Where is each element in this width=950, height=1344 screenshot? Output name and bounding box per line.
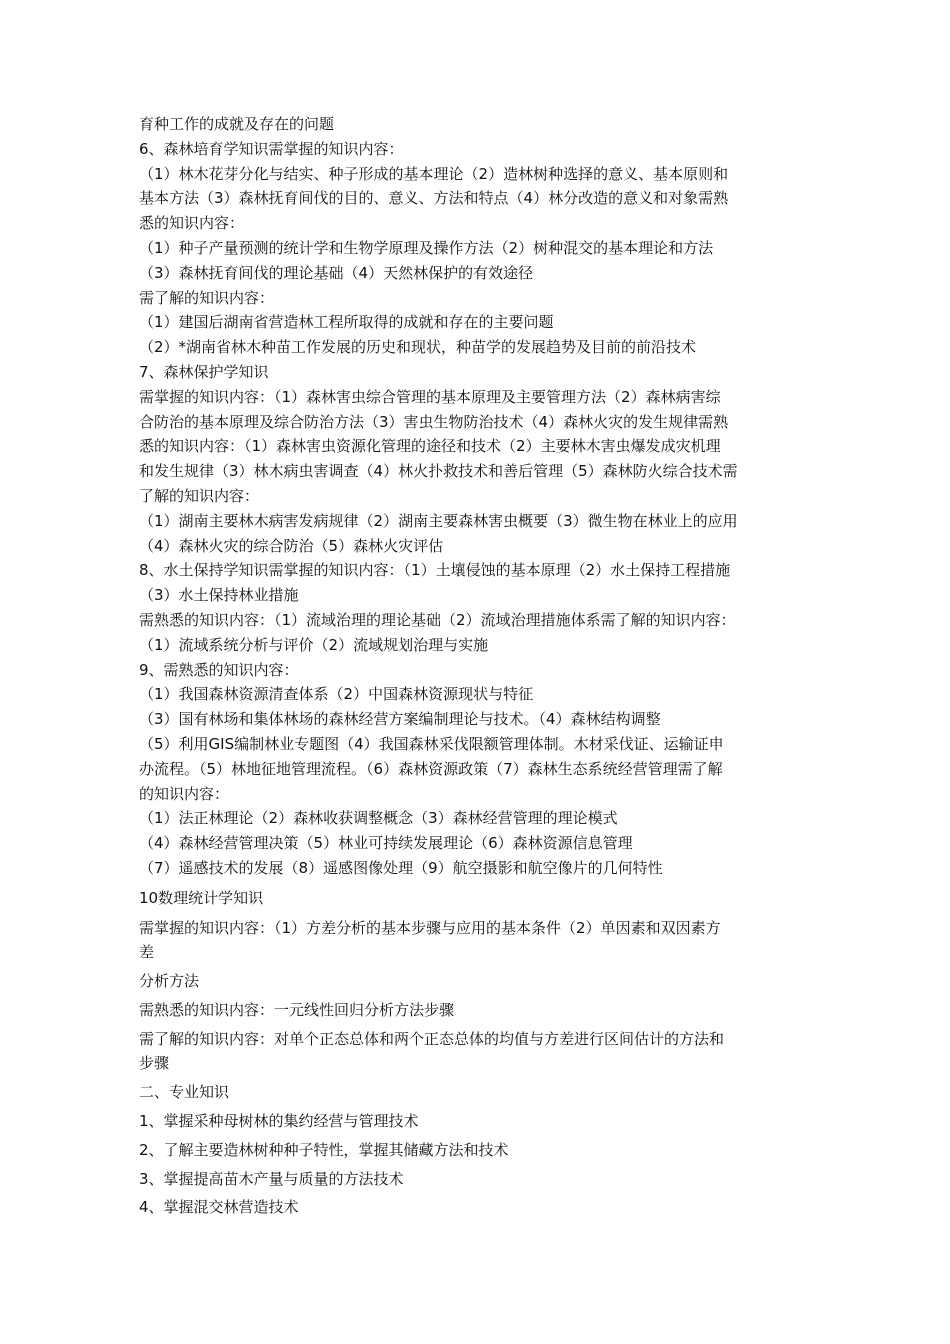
text-line: （4）森林火灾的综合防治（5）森林火灾评估 — [139, 536, 444, 555]
text-line: 需了解的知识内容：对单个正态总体和两个正态总体的均值与方差进行区间估计的方法和 — [139, 1029, 725, 1048]
text-line: （3）水土保持林业措施 — [139, 586, 299, 605]
text-line: （1）我国森林资源清查体系（2）中国森林资源现状与特征 — [139, 685, 534, 704]
section-heading-professional: 二、专业知识 — [139, 1083, 230, 1102]
text-line: （1）湖南主要林木病害发病规律（2）湖南主要森林害虫概要（3）微生物在林业上的应用 — [139, 511, 738, 530]
text-line: 分析方法 — [139, 972, 200, 991]
section-heading-8: 8、水土保持学知识需掌握的知识内容：（1）土壤侵蚀的基本原理（2）水土保持工程措施 — [139, 561, 731, 580]
list-item: 2、了解主要造林树种种子特性，掌握其储藏方法和技术 — [139, 1140, 509, 1159]
section-heading-7: 7、森林保护学知识 — [139, 362, 269, 381]
text-line: （1）法正林理论（2）森林收获调整概念（3）森林经营管理的理论模式 — [139, 809, 618, 828]
text-line: （1）种子产量预测的统计学和生物学原理及操作方法（2）树种混交的基本理论和方法 — [139, 238, 714, 257]
text-line: 悉的知识内容： — [139, 214, 245, 233]
text-line: 了解的知识内容： — [139, 486, 260, 505]
text-line: 合防治的基本原理及综合防治方法（3）害虫生物防治技术（4）森林火灾的发生规律需熟 — [139, 412, 729, 431]
text-line: （1）流域系统分析与评价（2）流域规划治理与实施 — [139, 635, 489, 654]
list-item: 4、掌握混交林营造技术 — [139, 1198, 299, 1217]
text-line: 需掌握的知识内容：（1）方差分析的基本步骤与应用的基本条件（2）单因素和双因素方 — [139, 918, 721, 937]
text-line: 悉的知识内容：（1）森林害虫资源化管理的途径和技术（2）主要林木害虫爆发成灾机理 — [139, 437, 721, 456]
text-line: （3）国有林场和集体林场的森林经营方案编制理论与技术。（4）森林结构调整 — [139, 710, 661, 729]
text-line: 需熟悉的知识内容：一元线性回归分析方法步骤 — [139, 1000, 455, 1019]
section-heading-9: 9、需熟悉的知识内容： — [139, 660, 299, 679]
text-line: 需掌握的知识内容：（1）森林害虫综合管理的基本原理及主要管理方法（2）森林病害综 — [139, 387, 721, 406]
text-line: 步骤 — [139, 1054, 170, 1073]
text-line: （1）林木花芽分化与结实、种子形成的基本理论（2）造林树种选择的意义、基本原则和 — [139, 164, 729, 183]
text-line: （1）建国后湖南省营造林工程所取得的成就和存在的主要问题 — [139, 313, 554, 332]
text-line: （3）森林抚育间伐的理论基础（4）天然林保护的有效途径 — [139, 263, 534, 282]
text-line: 基本方法（3）森林抚育间伐的目的、意义、方法和特点（4）林分改造的意义和对象需熟 — [139, 189, 729, 208]
text-line: 需熟悉的知识内容：（1）流域治理的理论基础（2）流域治理措施体系需了解的知识内容： — [139, 610, 736, 629]
list-item: 1、掌握采种母树林的集约经营与管理技术 — [139, 1112, 419, 1131]
list-item: 3、掌握提高苗木产量与质量的方法技术 — [139, 1169, 404, 1188]
text-line: 差 — [139, 943, 155, 962]
text-line: 需了解的知识内容： — [139, 288, 275, 307]
text-line: 办流程。（5）林地征地管理流程。（6）森林资源政策（7）森林生态系统经营管理需了解 — [139, 759, 723, 778]
text-line: （2）*湖南省林木种苗工作发展的历史和现状，种苗学的发展趋势及目前的前沿技术 — [139, 338, 697, 357]
text-line: （5）利用GIS编制林业专题图（4）我国森林采伐限额管理体制。木材采伐证、运输证申 — [139, 734, 724, 753]
section-heading-10: 10数理统计学知识 — [139, 888, 264, 907]
text-line: 和发生规律（3）林木病虫害调查（4）林火扑救技术和善后管理（5）森林防火综合技术需 — [139, 462, 738, 481]
text-line: 的知识内容： — [139, 784, 230, 803]
text-line: （4）森林经营管理决策（5）林业可持续发展理论（6）森林资源信息管理 — [139, 834, 633, 853]
document-body — [139, 112, 829, 1220]
text-line: （7）遥感技术的发展（8）遥感图像处理（9）航空摄影和航空像片的几何特性 — [139, 858, 663, 877]
section-heading-6: 6、森林培育学知识需掌握的知识内容： — [139, 139, 404, 158]
text-line: 育种工作的成就及存在的问题 — [139, 115, 335, 133]
